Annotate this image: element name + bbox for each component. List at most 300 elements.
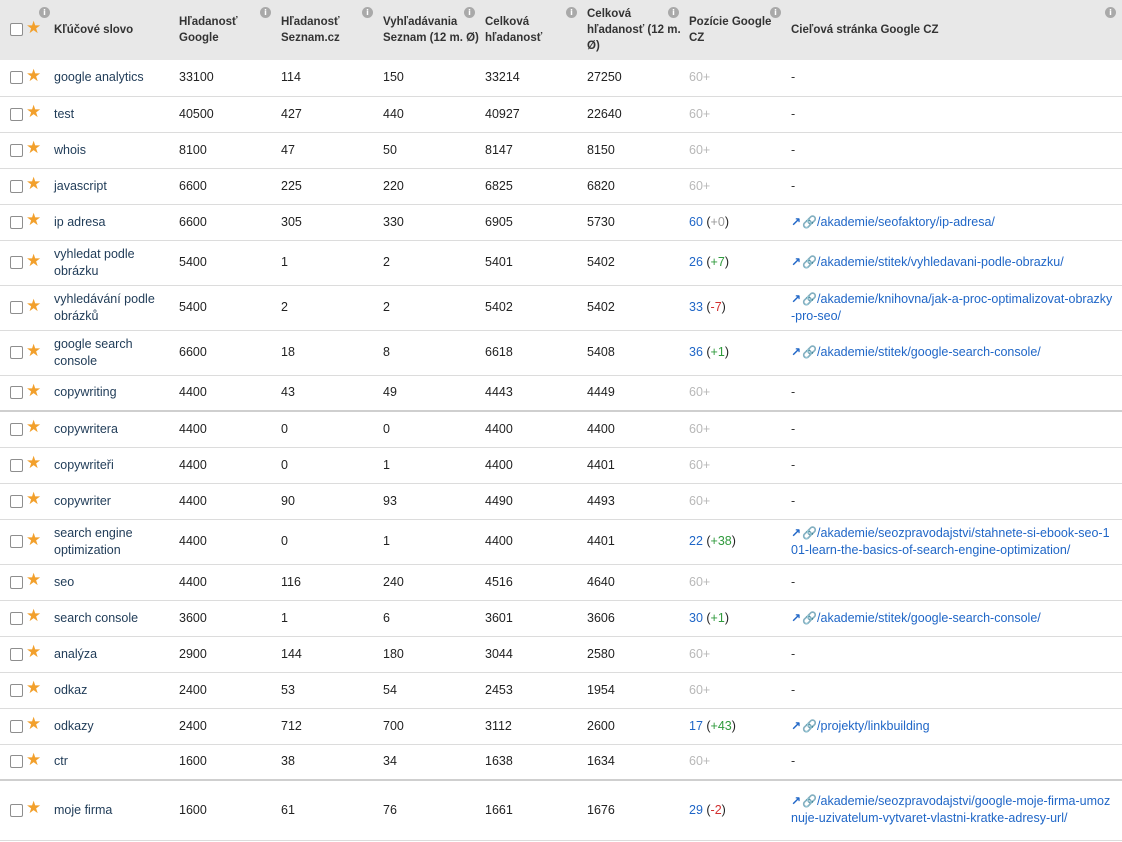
target-url-cell [787,204,1122,240]
keyword-link[interactable]: odkaz [54,682,88,697]
row-checkbox[interactable] [10,346,23,359]
table-row [0,600,1122,636]
google-search-value: 4400 [179,421,207,436]
target-url-empty: - [791,421,796,436]
keyword-link[interactable]: copywriter [54,493,111,508]
row-checkbox-cell [0,285,26,330]
row-checkbox[interactable] [10,423,23,436]
total-12m-value: 22640 [587,106,622,121]
seznam-search-value: 0 [281,457,288,472]
star-icon[interactable]: ★ [26,798,42,819]
target-url-cell [787,519,1122,564]
row-star-cell [26,672,50,708]
total-value: 4400 [485,534,513,548]
seznam-12m-value: 220 [383,178,404,193]
keyword-cell [50,600,175,636]
row-star-cell [26,96,50,132]
total-value: 6905 [485,214,513,229]
external-link-icon[interactable]: ↗ [791,525,802,540]
total-value: 4516 [485,574,513,589]
target-url-cell [787,330,1122,375]
external-link-icon[interactable]: ↗ [791,255,802,269]
google-search-value: 4400 [179,534,207,548]
row-star-cell [26,708,50,744]
google-search-value: 8100 [179,142,207,157]
row-checkbox[interactable] [10,648,23,661]
target-url-empty: - [791,646,796,661]
seznam-12m-value: 2 [383,255,390,269]
google-search-value: 4400 [179,493,207,508]
info-icon[interactable]: i [362,7,373,18]
row-star-cell [26,60,50,96]
google-search-value: 4400 [179,457,207,472]
google-search-value: 3600 [179,610,207,625]
info-icon[interactable]: i [260,7,271,18]
star-icon[interactable]: ★ [26,138,42,158]
col-total-12m-label: Celková hľadanosť (12 m. Ø) [587,8,681,52]
total-12m-value: 3606 [587,610,615,625]
total-value: 4400 [485,457,513,472]
position-cell: 33 (-7) [689,300,726,314]
position-value: 60+ [689,493,711,508]
star-icon[interactable]: ★ [26,417,42,438]
keyword-link[interactable]: ctr [54,754,68,769]
position-cell: 36 (+1) [689,345,729,359]
target-url-cell [787,285,1122,330]
position-delta: +38 [710,534,732,548]
external-link-icon[interactable]: ↗ [791,610,802,625]
table-row [0,96,1122,132]
external-link-icon[interactable]: ↗ [791,291,802,306]
col-total-12m[interactable] [583,0,685,60]
position-value: 60+ [689,682,711,697]
link-icon[interactable]: 🔗 [802,794,818,809]
keyword-cell [50,411,175,447]
target-url-cell [787,636,1122,672]
row-checkbox-cell [0,447,26,483]
google-search-value: 5400 [179,255,207,269]
table-row [0,744,1122,780]
total-12m-value: 6820 [587,178,615,193]
col-keyword[interactable] [43,0,175,60]
row-checkbox[interactable] [10,180,23,193]
total-12m-value: 4640 [587,574,615,589]
target-url-cell [787,780,1122,840]
target-url-cell [787,411,1122,447]
total-value: 5402 [485,300,513,314]
row-star-cell [26,519,50,564]
total-12m-value: 4449 [587,385,615,400]
seznam-search-value: 114 [281,70,301,85]
row-star-cell [26,330,50,375]
row-star-cell [26,375,50,411]
keyword-cell [50,636,175,672]
seznam-search-value: 116 [281,574,301,589]
row-checkbox-cell [0,60,26,96]
position-cell [685,744,787,780]
position-cell: 30 (+1) [689,610,729,625]
row-star-cell [26,744,50,780]
col-position[interactable] [685,0,787,60]
keyword-cell [50,60,175,96]
col-target-page[interactable] [787,0,1122,60]
external-link-icon[interactable]: ↗ [791,214,802,229]
row-checkbox-cell [0,132,26,168]
keyword-link[interactable]: copywriting [54,385,117,400]
total-value: 3112 [485,718,512,733]
link-icon[interactable]: 🔗 [802,718,818,733]
seznam-search-value: 225 [281,178,302,193]
position-cell [685,564,787,600]
table-row [0,447,1122,483]
total-value: 6618 [485,345,513,359]
link-icon[interactable]: 🔗 [802,525,818,540]
seznam-12m-value: 2 [383,300,390,314]
total-12m-value: 1634 [587,754,615,769]
seznam-search-value: 61 [281,802,295,817]
external-link-icon[interactable]: ↗ [791,345,802,359]
target-url-link[interactable]: /akademie/seofaktory/ip-adresa/ [817,214,995,229]
info-icon[interactable]: i [668,7,679,18]
google-search-value: 1600 [179,754,207,769]
link-icon[interactable]: 🔗 [802,255,818,269]
position-cell: 60 (+0) [689,214,729,229]
row-checkbox[interactable] [10,804,23,817]
seznam-search-value: 1 [281,255,288,269]
position-cell [685,132,787,168]
table-header [0,0,1122,60]
row-checkbox[interactable] [10,459,23,472]
table-row [0,483,1122,519]
keyword-link[interactable]: javascript [54,178,107,193]
position-delta: +1 [710,610,725,625]
seznam-search-value: 144 [281,646,302,661]
keyword-link[interactable]: analýza [54,646,98,661]
star-icon[interactable]: ★ [26,749,42,770]
col-total[interactable] [481,0,583,60]
position-delta: +7 [710,255,725,269]
row-checkbox[interactable] [10,576,23,589]
keyword-cell [50,672,175,708]
target-url-empty: - [791,754,796,769]
row-star-cell [26,411,50,447]
keyword-cell [50,375,175,411]
seznam-12m-value: 93 [383,493,397,508]
star-icon[interactable]: ★ [26,295,42,316]
position-value[interactable]: 29 [689,802,703,817]
select-all-checkbox[interactable] [10,23,23,36]
seznam-12m-value: 180 [383,646,404,661]
row-checkbox[interactable] [10,684,23,697]
col-seznam-search[interactable] [277,0,379,60]
google-search-value: 5400 [179,300,207,314]
row-star-cell [26,204,50,240]
keyword-link[interactable]: search engine optimization [54,525,133,557]
target-url-empty: - [791,178,796,193]
seznam-12m-value: 34 [383,754,397,769]
keyword-cell [50,708,175,744]
target-url-cell [787,483,1122,519]
table-row [0,375,1122,411]
target-url-empty: - [791,682,796,697]
info-icon[interactable]: i [770,7,781,18]
star-icon[interactable]: ★ [26,642,42,662]
total-value: 5401 [485,255,513,269]
star-icon[interactable]: ★ [26,102,42,122]
position-delta: -7 [710,300,722,314]
row-checkbox-cell [0,483,26,519]
position-delta: -2 [710,802,722,817]
seznam-search-value: 38 [281,754,295,769]
total-12m-value: 5730 [587,214,615,229]
target-url-link[interactable]: /akademie/stitek/google-search-console/ [817,345,1041,359]
row-star-cell [26,636,50,672]
table-row [0,708,1122,744]
google-search-value: 2400 [179,718,207,733]
seznam-search-value: 0 [281,421,288,436]
position-cell [685,96,787,132]
keyword-link[interactable]: whois [54,142,86,157]
star-icon[interactable]: ★ [26,380,42,401]
keyword-cell [50,483,175,519]
position-cell: 26 (+7) [689,255,729,269]
google-search-value: 6600 [179,214,207,229]
external-link-icon[interactable]: ↗ [791,794,802,809]
link-icon[interactable]: 🔗 [802,291,818,306]
google-search-value: 6600 [179,345,207,359]
target-url-link[interactable]: /akademie/stitek/vyhledavani-podle-obrazku/ [817,255,1064,269]
keyword-link[interactable]: odkazy [54,718,94,733]
position-value: 60+ [689,70,711,85]
total-value: 1638 [485,754,513,769]
table-row [0,168,1122,204]
seznam-search-value: 0 [281,534,288,548]
seznam-12m-value: 240 [383,574,404,589]
row-star-cell [26,780,50,840]
target-url-link[interactable]: /akademie/stitek/google-search-console/ [817,610,1041,625]
total-12m-value: 1676 [587,802,615,817]
google-search-value: 4400 [179,574,207,589]
total-value: 3044 [485,646,513,661]
position-cell: 29 (-2) [689,802,726,817]
keyword-link[interactable]: seo [54,574,75,589]
info-icon[interactable]: i [464,7,475,18]
seznam-search-value: 43 [281,385,295,400]
total-value: 1661 [485,802,513,817]
link-icon[interactable]: 🔗 [802,345,818,359]
star-icon[interactable]: ★ [26,529,42,550]
row-checkbox[interactable] [10,495,23,508]
row-checkbox[interactable] [10,720,23,733]
select-all-cell [0,0,26,60]
total-value: 4490 [485,493,513,508]
info-icon[interactable]: i [39,7,50,18]
row-checkbox-cell [0,330,26,375]
seznam-12m-value: 440 [383,106,404,121]
star-icon[interactable]: ★ [26,606,42,626]
row-checkbox-cell [0,96,26,132]
star-icon[interactable]: ★ [26,250,42,271]
total-value: 4400 [485,421,513,436]
total-value: 4443 [485,385,513,400]
total-value: 8147 [485,142,513,157]
position-cell [685,168,787,204]
col-target-page-label: Cieľová stránka Google CZ [791,24,939,36]
link-icon[interactable]: 🔗 [802,610,818,625]
target-url-cell [787,672,1122,708]
row-checkbox-cell [0,636,26,672]
row-checkbox[interactable] [10,256,23,269]
position-value: 60+ [689,421,711,436]
row-checkbox[interactable] [10,612,23,625]
table-row [0,240,1122,285]
google-search-value: 1600 [179,802,207,817]
seznam-12m-value: 6 [383,610,390,625]
row-checkbox[interactable] [10,108,23,121]
info-icon[interactable]: i [566,7,577,18]
row-checkbox[interactable] [10,535,23,548]
row-checkbox-cell [0,375,26,411]
position-value[interactable]: 36 [689,345,703,359]
row-star-cell [26,168,50,204]
col-google-search[interactable] [175,0,277,60]
col-seznam-search-label: Hľadanosť Seznam.cz [281,16,340,44]
table-row [0,204,1122,240]
star-icon[interactable]: ★ [26,18,42,38]
target-url-empty: - [791,457,796,472]
keyword-link[interactable]: google search console [54,336,133,368]
link-icon[interactable]: 🔗 [802,214,818,229]
keyword-link[interactable]: copywriteři [54,457,114,472]
star-icon[interactable]: ★ [26,489,42,509]
info-icon[interactable]: i [1105,7,1116,18]
col-seznam-12m-label: Vyhľadávania Seznam (12 m. Ø) [383,16,479,44]
star-icon[interactable]: ★ [26,714,42,734]
table-row [0,330,1122,375]
keyword-cell [50,519,175,564]
position-value[interactable]: 60 [689,214,703,229]
table-row [0,636,1122,672]
star-icon[interactable]: ★ [26,210,42,230]
external-link-icon[interactable]: ↗ [791,718,802,733]
star-icon[interactable]: ★ [26,174,42,194]
position-value: 60+ [689,178,711,193]
keyword-link[interactable]: copywritera [54,421,118,436]
position-cell [685,447,787,483]
keyword-link[interactable]: ip adresa [54,214,106,229]
star-icon[interactable]: ★ [26,453,42,473]
seznam-search-value: 18 [281,345,295,359]
row-checkbox-cell [0,240,26,285]
seznam-12m-value: 49 [383,385,397,400]
seznam-12m-value: 8 [383,345,390,359]
table-row [0,132,1122,168]
keyword-link[interactable]: search console [54,610,139,625]
row-checkbox[interactable] [10,301,23,314]
target-url-cell [787,60,1122,96]
table-row [0,564,1122,600]
target-url-cell [787,132,1122,168]
position-value[interactable]: 33 [689,300,703,314]
target-url-link[interactable]: /akademie/seozpravodajstvi/stahnete-si-ebook-seo-101-learn-the-basics-of-search-engine-optimization/ [791,525,1110,557]
row-checkbox[interactable] [10,216,23,229]
target-url-empty: - [791,574,796,589]
target-url-empty: - [791,385,796,400]
position-value[interactable]: 30 [689,610,703,625]
seznam-search-value: 1 [281,610,288,625]
keyword-link[interactable]: google analytics [54,70,144,85]
total-12m-value: 5402 [587,255,615,269]
google-search-value: 40500 [179,106,214,121]
keyword-link[interactable]: vyhledávání podle obrázků [54,291,155,323]
row-checkbox[interactable] [10,71,23,84]
seznam-12m-value: 50 [383,142,397,157]
row-checkbox-cell [0,204,26,240]
star-icon[interactable]: ★ [26,65,42,86]
position-value: 60+ [689,106,711,121]
position-cell [685,375,787,411]
row-star-cell [26,483,50,519]
total-value: 33214 [485,70,520,85]
keyword-link[interactable]: moje firma [54,802,113,817]
row-checkbox[interactable] [10,386,23,399]
position-value[interactable]: 22 [689,534,703,548]
col-seznam-12m[interactable] [379,0,481,60]
seznam-search-value: 427 [281,106,302,121]
target-url-empty: - [791,493,796,508]
row-star-cell [26,564,50,600]
target-url-link[interactable]: /akademie/seozpravodajstvi/google-moje-firma-umoznuje-uzivatelum-vytvaret-vlastni-kratke-adresy-url/ [791,794,1111,826]
col-google-search-label: Hľadanosť Google [179,16,238,44]
keyword-link[interactable]: vyhledat podle obrázku [54,246,135,278]
keyword-cell [50,204,175,240]
target-url-cell [787,744,1122,780]
keyword-cell [50,564,175,600]
position-cell: 22 (+38) [689,534,736,548]
star-icon[interactable]: ★ [26,570,42,590]
total-12m-value: 2600 [587,718,615,733]
google-search-value: 4400 [179,385,207,400]
row-checkbox-cell [0,780,26,840]
position-value: 60+ [689,754,711,769]
star-icon[interactable]: ★ [26,678,42,698]
row-checkbox[interactable] [10,144,23,157]
position-value[interactable]: 26 [689,255,703,269]
position-cell [685,483,787,519]
row-checkbox-cell [0,708,26,744]
row-checkbox-cell [0,672,26,708]
position-cell [685,672,787,708]
col-keyword-label: Kľúčové slovo [54,24,134,36]
total-12m-value: 4401 [587,534,615,548]
table-row [0,519,1122,564]
table-row [0,285,1122,330]
target-url-link[interactable]: /projekty/linkbuilding [817,718,930,733]
star-icon[interactable]: ★ [26,340,42,361]
position-value[interactable]: 17 [689,718,703,733]
seznam-search-value: 712 [281,718,302,733]
target-url-link[interactable]: /akademie/knihovna/jak-a-proc-optimalizovat-obrazky-pro-seo/ [791,291,1113,323]
row-checkbox[interactable] [10,755,23,768]
seznam-search-value: 2 [281,300,288,314]
target-url-cell [787,564,1122,600]
row-checkbox-cell [0,519,26,564]
col-total-label: Celková hľadanosť [485,16,543,44]
row-checkbox-cell [0,744,26,780]
keyword-link[interactable]: test [54,106,75,121]
google-search-value: 2900 [179,646,207,661]
keyword-cell [50,132,175,168]
